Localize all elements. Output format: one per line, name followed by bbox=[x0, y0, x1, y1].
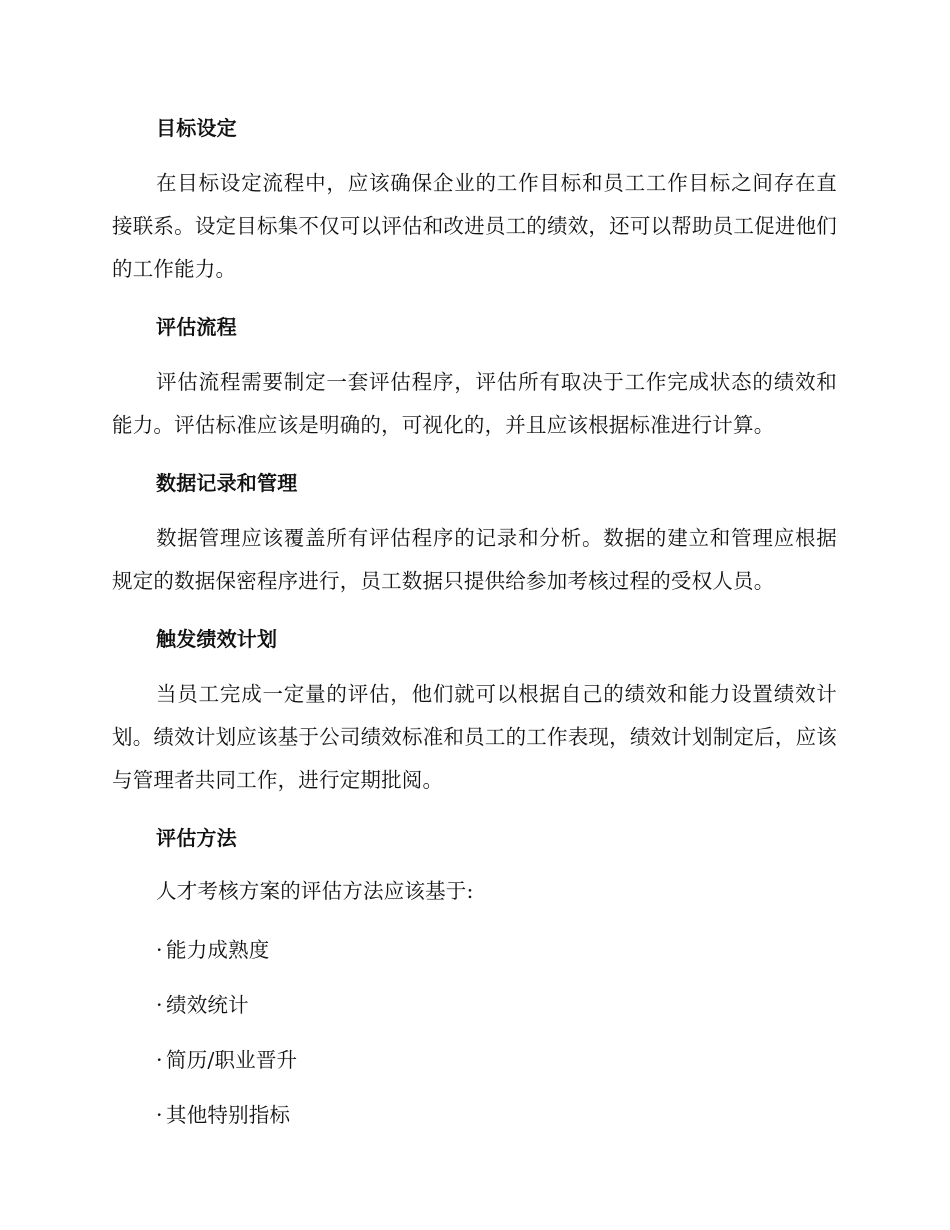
bullet-icon: · bbox=[156, 938, 163, 962]
section-paragraph: 数据管理应该覆盖所有评估程序的记录和分析。数据的建立和管理应根据规定的数据保密程序进行，员工数据只提供给参加考核过程的受权人员。 bbox=[112, 526, 837, 593]
list-item-text: 简历/职业晋升 bbox=[166, 1048, 298, 1072]
section-evaluation-methods bbox=[112, 820, 837, 1137]
section-paragraph: 评估流程需要制定一套评估程序，评估所有取决于工作完成状态的绩效和能力。评估标准应该是明确的，可视化的，并且应该根据标准进行计算。 bbox=[112, 370, 837, 437]
section-paragraph: 当员工完成一定量的评估，他们就可以根据自己的绩效和能力设置绩效计划。绩效计划应该基于公司绩效标准和员工的工作表现，绩效计划制定后，应该与管理者共同工作，进行定期批阅。 bbox=[112, 682, 837, 792]
section-heading: 触发绩效计划 bbox=[156, 627, 278, 651]
bullet-icon: · bbox=[156, 993, 163, 1017]
section-performance-plan bbox=[112, 621, 837, 802]
list-item bbox=[156, 984, 837, 1027]
section-paragraph: 在目标设定流程中，应该确保企业的工作目标和员工工作目标之间存在直接联系。设定目标集不仅可以评估和改进员工的绩效，还可以帮助员工促进他们的工作能力。 bbox=[112, 171, 837, 281]
document-body bbox=[112, 110, 837, 1149]
bullet-icon: · bbox=[156, 1048, 163, 1072]
list-item bbox=[156, 1094, 837, 1137]
section-data-management bbox=[112, 465, 837, 603]
section-heading: 评估流程 bbox=[156, 315, 237, 339]
bullet-icon: · bbox=[156, 1103, 163, 1127]
list-item-text: 其他特别指标 bbox=[166, 1103, 291, 1127]
section-evaluation-process bbox=[112, 309, 837, 447]
list-item-text: 能力成熟度 bbox=[166, 938, 270, 962]
section-heading: 数据记录和管理 bbox=[156, 471, 298, 495]
list-item bbox=[156, 1039, 837, 1082]
section-heading: 目标设定 bbox=[156, 116, 237, 140]
section-goal-setting bbox=[112, 110, 837, 291]
section-heading: 评估方法 bbox=[156, 826, 237, 850]
methods-intro: 人才考核方案的评估方法应该基于: bbox=[156, 879, 474, 903]
list-item bbox=[156, 929, 837, 972]
list-item-text: 绩效统计 bbox=[166, 993, 249, 1017]
methods-list bbox=[112, 929, 837, 1137]
